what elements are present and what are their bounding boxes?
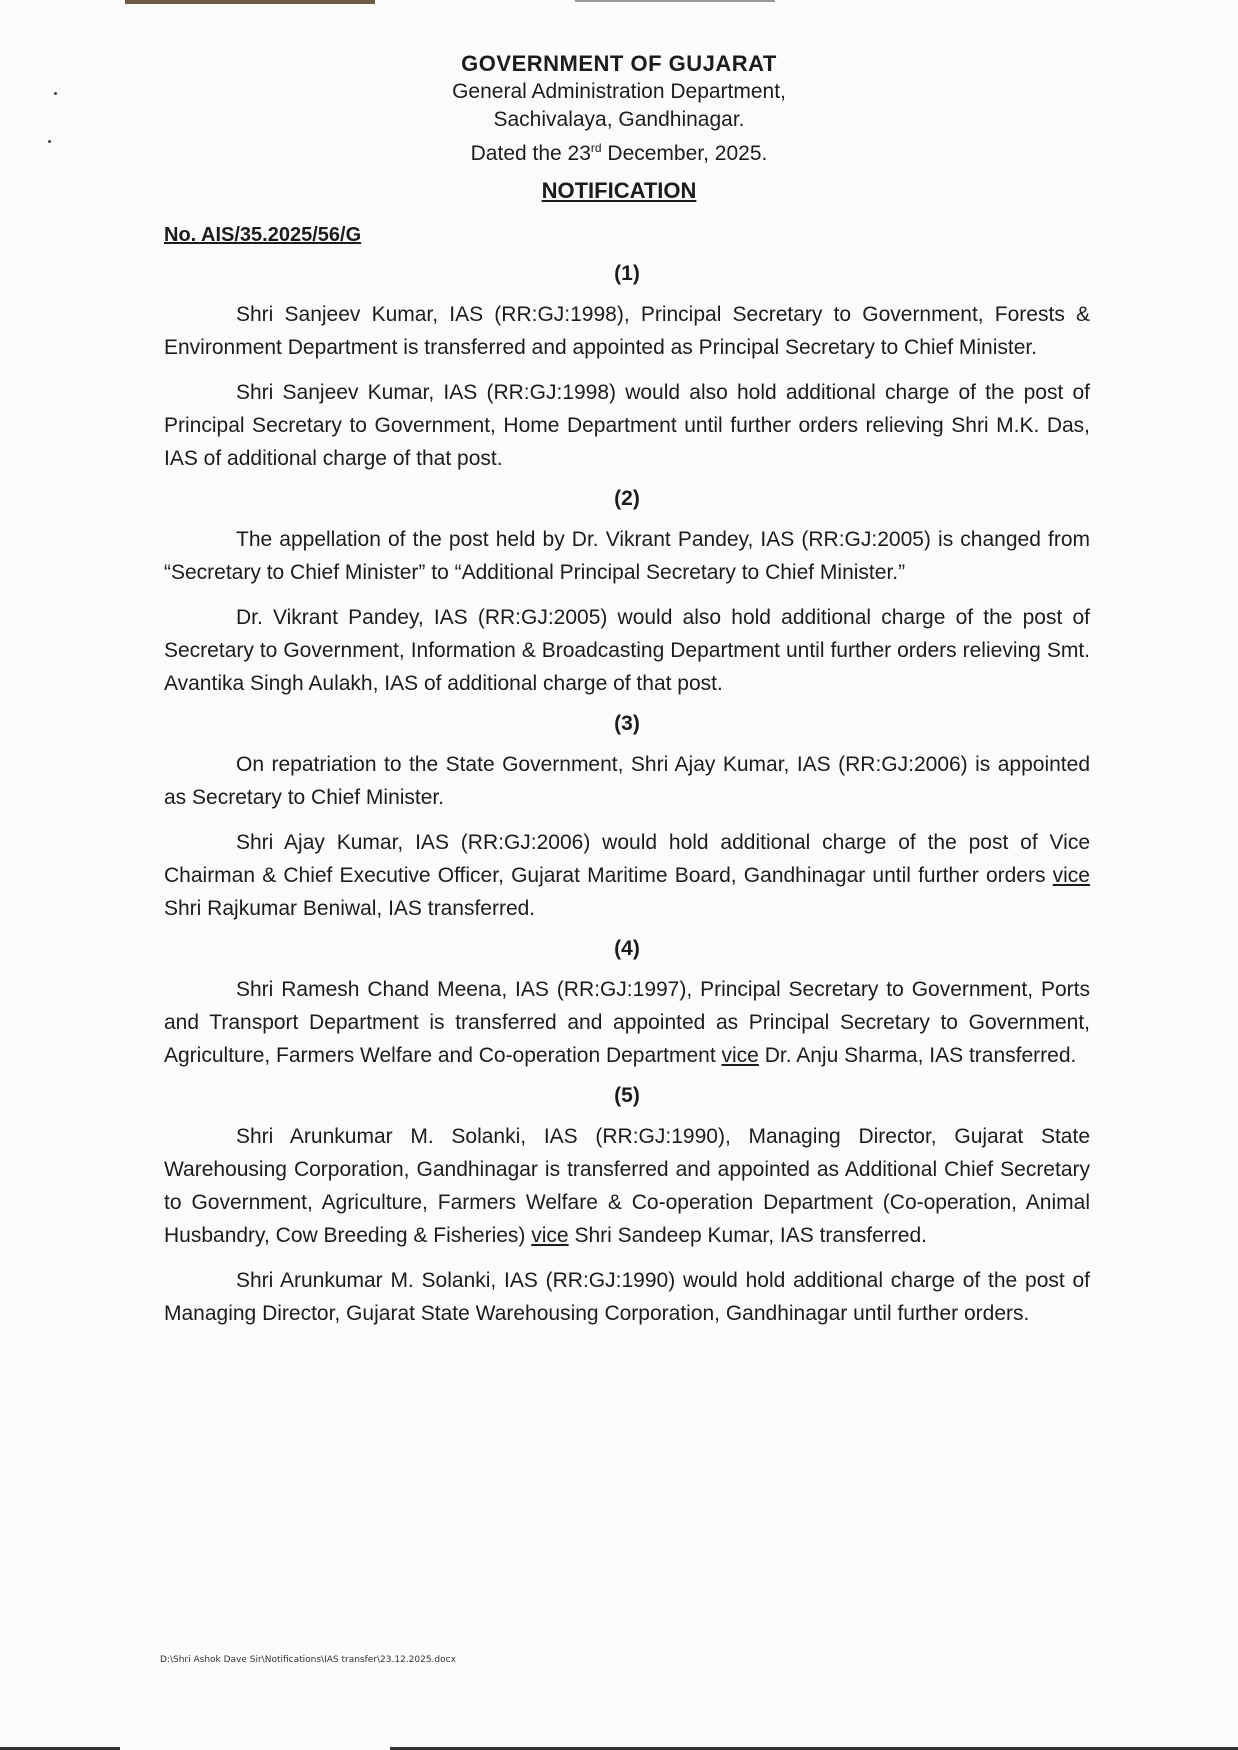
section-number: (1) [614, 262, 640, 285]
paragraph: The appellation of the post held by Dr. Vikrant Pandey, IAS (RR:GJ:2005) is changed from “Secretary to Chief Minister” to “Additional Principal Secretary to Chief Minister.” [164, 528, 1090, 584]
section-number: (5) [614, 1084, 640, 1107]
section-4 [164, 937, 1090, 1072]
file-path-footer: D:\Shri Ashok Dave Sir\Notifications\IAS transfer\23.12.2025.docx [160, 1655, 456, 1665]
notification-heading: NOTIFICATION [541, 178, 697, 203]
vice-underlined: vice [721, 1044, 759, 1067]
section-number: (2) [614, 487, 640, 510]
date-prefix: Dated the 23 [470, 142, 591, 165]
notification-body [164, 262, 1090, 1342]
department-line: General Administration Department, [452, 80, 786, 103]
section-2 [164, 487, 1090, 700]
date-line [0, 134, 1238, 168]
paragraph: Shri Ramesh Chand Meena, IAS (RR:GJ:1997), Principal Secretary to Government, Ports and Transport Department is transferred and appointed as Principal Secretary to Government, Agriculture, Farmers Welfare and Co-operation Department vice Dr. Anju Sharma, IAS transferred. [164, 978, 1090, 1067]
letterhead [0, 50, 1238, 204]
section-1 [164, 262, 1090, 475]
reference-number: No. AIS/35.2025/56/G [164, 224, 362, 246]
vice-underlined: vice [1052, 864, 1090, 887]
paragraph: On repatriation to the State Government, Shri Ajay Kumar, IAS (RR:GJ:2006) is appointed as Secretary to Chief Minister. [164, 753, 1090, 809]
paragraph: Shri Arunkumar M. Solanki, IAS (RR:GJ:1990) would hold additional charge of the post of Managing Director, Gujarat State Warehousing Corporation, Gandhinagar until further orders. [164, 1269, 1090, 1325]
date-sup: rd [590, 141, 602, 155]
section-3 [164, 712, 1090, 925]
paragraph: Shri Sanjeev Kumar, IAS (RR:GJ:1998), Principal Secretary to Government, Forests & Environment Department is transferred and appointed as Principal Secretary to Chief Minister. [164, 303, 1090, 359]
scan-edge-top [125, 0, 375, 4]
section-number: (3) [614, 712, 640, 735]
vice-underlined: vice [531, 1224, 569, 1247]
government-title: GOVERNMENT OF GUJARAT [461, 51, 777, 76]
scan-edge-top [575, 0, 775, 2]
paragraph: Shri Ajay Kumar, IAS (RR:GJ:2006) would hold additional charge of the post of Vice Chairman & Chief Executive Officer, Gujarat Maritime Board, Gandhinagar until further orders vice Shri Rajkumar Beniwal, IAS transferred. [164, 831, 1090, 920]
date-suffix: December, 2025. [601, 142, 768, 165]
paragraph: Shri Arunkumar M. Solanki, IAS (RR:GJ:1990), Managing Director, Gujarat State Warehousing Corporation, Gandhinagar is transferred and appointed as Additional Chief Secretary to Government, Agriculture, Farmers Welfare & Co-operation Department (Co-operation, Animal Husbandry, Cow Breeding & Fisheries) vice Shri Sandeep Kumar, IAS transferred. [164, 1125, 1090, 1247]
paragraph: Shri Sanjeev Kumar, IAS (RR:GJ:1998) would also hold additional charge of the post of Principal Secretary to Government, Home Department until further orders relieving Shri M.K. Das, IAS of additional charge of that post. [164, 381, 1090, 470]
section-5 [164, 1084, 1090, 1330]
location-line: Sachivalaya, Gandhinagar. [493, 108, 745, 131]
paragraph: Dr. Vikrant Pandey, IAS (RR:GJ:2005) would also hold additional charge of the post of Secretary to Government, Information & Broadcasting Department until further orders relieving Smt. Avantika Singh Aulakh, IAS of additional charge of that post. [164, 606, 1090, 695]
section-number: (4) [614, 937, 640, 960]
